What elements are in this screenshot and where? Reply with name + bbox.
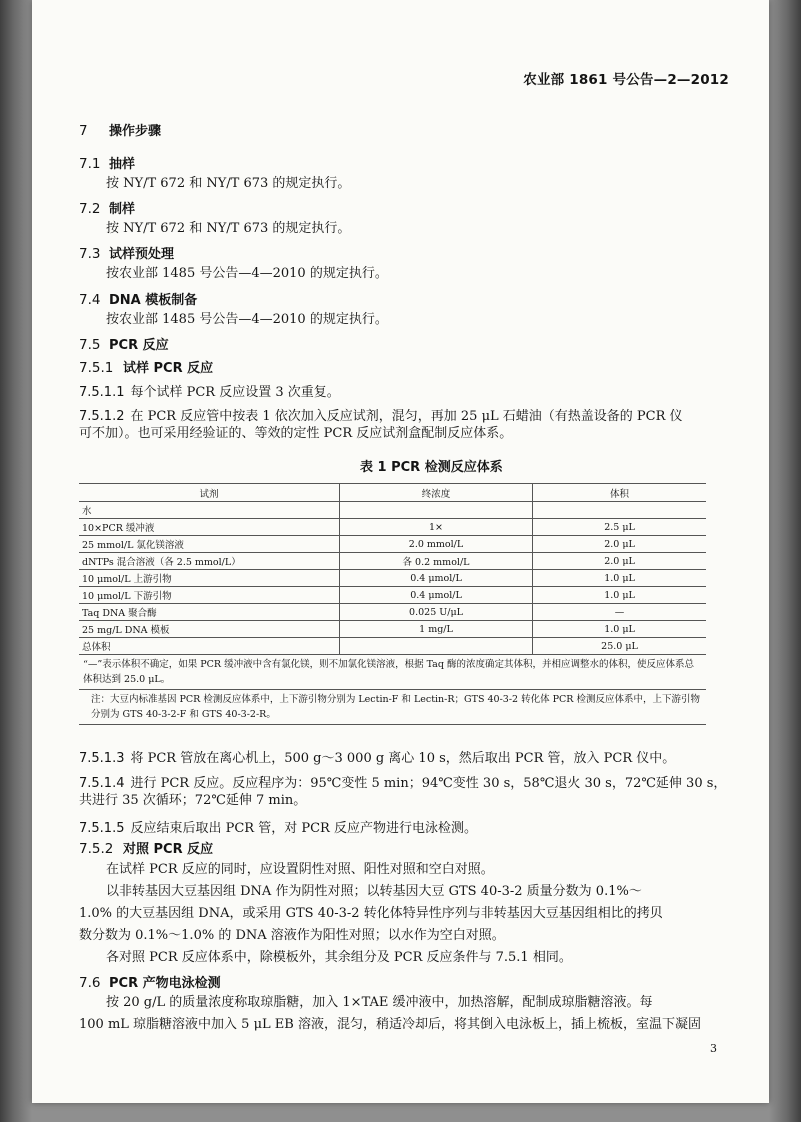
page-header: 农业部 1861 号公告—2—2012 — [523, 72, 729, 88]
table-row — [79, 570, 706, 587]
cell-concentration: 0.025 U/μL — [340, 604, 533, 621]
table-row — [79, 553, 706, 570]
section-7-5-2-p2-line3: 数分数为 0.1%～1.0% 的 DNA 溶液作为阳性对照；以水作为空白对照。 — [79, 928, 505, 943]
section-7-3-text: 按农业部 1485 号公告—4—2010 的规定执行。 — [106, 266, 388, 281]
table-row — [79, 604, 706, 621]
header-final-concentration: 终浓度 — [340, 484, 533, 502]
cell-concentration: 1× — [340, 519, 533, 536]
section-7-5-1-4-line2: 共进行 35 次循环；72℃延伸 7 min。 — [79, 793, 307, 808]
section-7-5-2-heading: 7.5.2 对照 PCR 反应 — [79, 841, 214, 857]
table-1-caption: 表 1 PCR 检测反应体系 — [360, 460, 503, 475]
header-volume: 体积 — [533, 484, 707, 502]
cell-volume: 1.0 μL — [533, 621, 707, 638]
cell-concentration: 0.4 μmol/L — [340, 570, 533, 587]
section-7-5-2-p1: 在试样 PCR 反应的同时，应设置阴性对照、阳性对照和空白对照。 — [106, 862, 494, 877]
section-7-5-1-heading: 7.5.1 试样 PCR 反应 — [79, 360, 214, 376]
table-row — [79, 536, 706, 553]
cell-concentration — [340, 638, 533, 655]
cell-concentration: 0.4 μmol/L — [340, 587, 533, 604]
section-7-3-heading: 7.3 试样预处理 — [79, 246, 175, 262]
cell-concentration: 1 mg/L — [340, 621, 533, 638]
cell-reagent: 水 — [79, 502, 340, 519]
section-7-5-2-p3: 各对照 PCR 反应体系中，除模板外，其余组分及 PCR 反应条件与 7.5.1 相同。 — [106, 950, 572, 965]
cell-reagent: Taq DNA 聚合酶 — [79, 604, 340, 621]
section-7-6-p1-line2: 100 mL 琼脂糖溶液中加入 5 μL EB 溶液，混匀，稍适冷却后，将其倒入电泳板上，插上梳板，室温下凝固 — [79, 1017, 701, 1032]
table-row — [79, 519, 706, 536]
cell-concentration: 2.0 mmol/L — [340, 536, 533, 553]
cell-reagent: 25 mmol/L 氯化镁溶液 — [79, 536, 340, 553]
page-number: 3 — [710, 1042, 717, 1055]
cell-concentration — [340, 502, 533, 519]
table-row — [79, 638, 706, 655]
section-7-5-1-2-line1: 7.5.1.2 在 PCR 反应管中按表 1 依次加入反应试剂，混匀，再加 25 μL 石蜡油（有热盖设备的 PCR 仪 — [79, 409, 683, 424]
pcr-reaction-table — [79, 483, 706, 725]
section-7-2-heading: 7.2 制样 — [79, 201, 136, 217]
table-note-volume: “—”表示体积不确定，如果 PCR 缓冲液中含有氯化镁，则不加氯化镁溶液，根据 Taq 酶的浓度确定其体积，并相应调整水的体积，使反应体系总体积达到 25.0 μL。 — [79, 655, 706, 690]
cell-volume: 1.0 μL — [533, 587, 707, 604]
section-7-5-heading: 7.5 PCR 反应 — [79, 337, 169, 353]
table-note-row — [79, 655, 706, 690]
section-7-5-1-5: 7.5.1.5 反应结束后取出 PCR 管，对 PCR 反应产物进行电泳检测。 — [79, 821, 477, 836]
cell-reagent: 10×PCR 缓冲液 — [79, 519, 340, 536]
section-7-5-1-3: 7.5.1.3 将 PCR 管放在离心机上，500 g～3 000 g 离心 10 s，然后取出 PCR 管，放入 PCR 仪中。 — [79, 751, 676, 766]
header-reagent: 试剂 — [79, 484, 340, 502]
section-7-1-text: 按 NY/T 672 和 NY/T 673 的规定执行。 — [106, 176, 351, 191]
section-7-6-heading: 7.6 PCR 产物电泳检测 — [79, 975, 221, 991]
cell-volume: 25.0 μL — [533, 638, 707, 655]
table-row — [79, 621, 706, 638]
cell-volume: 2.0 μL — [533, 536, 707, 553]
table-header-row — [79, 484, 706, 502]
cell-reagent: 总体积 — [79, 638, 340, 655]
section-7-1-heading: 7.1 抽样 — [79, 156, 136, 172]
table-row — [79, 502, 706, 519]
table-note-row — [79, 690, 706, 725]
cell-volume — [533, 502, 707, 519]
section-7-6-p1-line1: 按 20 g/L 的质量浓度称取琼脂糖，加入 1×TAE 缓冲液中，加热溶解，配制成琼脂糖溶液。每 — [106, 995, 653, 1010]
cell-volume: 1.0 μL — [533, 570, 707, 587]
table-row — [79, 587, 706, 604]
section-7-5-1-4-line1: 7.5.1.4 进行 PCR 反应。反应程序为：95℃变性 5 min；94℃变性 30 s，58℃退火 30 s，72℃延伸 30 s， — [79, 776, 727, 791]
section-7-2-text: 按 NY/T 672 和 NY/T 673 的规定执行。 — [106, 221, 351, 236]
section-7-heading: 7 操作步骤 — [79, 123, 162, 139]
section-7-5-2-p2-line2: 1.0% 的大豆基因组 DNA，或采用 GTS 40-3-2 转化体特异性序列与非转基因大豆基因组相比的拷贝 — [79, 906, 663, 921]
cell-volume: 2.5 μL — [533, 519, 707, 536]
cell-reagent: 25 mg/L DNA 模板 — [79, 621, 340, 638]
cell-volume: — — [533, 604, 707, 621]
cell-volume: 2.0 μL — [533, 553, 707, 570]
document-page — [32, 0, 769, 1103]
section-7-5-2-p2-line1: 以非转基因大豆基因组 DNA 作为阴性对照；以转基因大豆 GTS 40-3-2 质量分数为 0.1%～ — [106, 884, 642, 899]
cell-reagent: 10 μmol/L 下游引物 — [79, 587, 340, 604]
section-7-5-1-1: 7.5.1.1 每个试样 PCR 反应设置 3 次重复。 — [79, 385, 340, 400]
cell-reagent: dNTPs 混合溶液（各 2.5 mmol/L） — [79, 553, 340, 570]
section-7-5-1-2-line2: 可不加）。也可采用经验证的、等效的定性 PCR 反应试剂盒配制反应体系。 — [79, 426, 513, 441]
cell-reagent: 10 μmol/L 上游引物 — [79, 570, 340, 587]
table-note-primers: 注：大豆内标准基因 PCR 检测反应体系中，上下游引物分别为 Lectin-F 和 Lectin-R；GTS 40-3-2 转化体 PCR 检测反应体系中，上下游引物分别为 GTS 40-3-2-F 和 GTS 40-3-2-R。 — [79, 690, 706, 725]
section-7-4-text: 按农业部 1485 号公告—4—2010 的规定执行。 — [106, 312, 388, 327]
section-7-4-heading: 7.4 DNA 模板制备 — [79, 292, 198, 308]
cell-concentration: 各 0.2 mmol/L — [340, 553, 533, 570]
